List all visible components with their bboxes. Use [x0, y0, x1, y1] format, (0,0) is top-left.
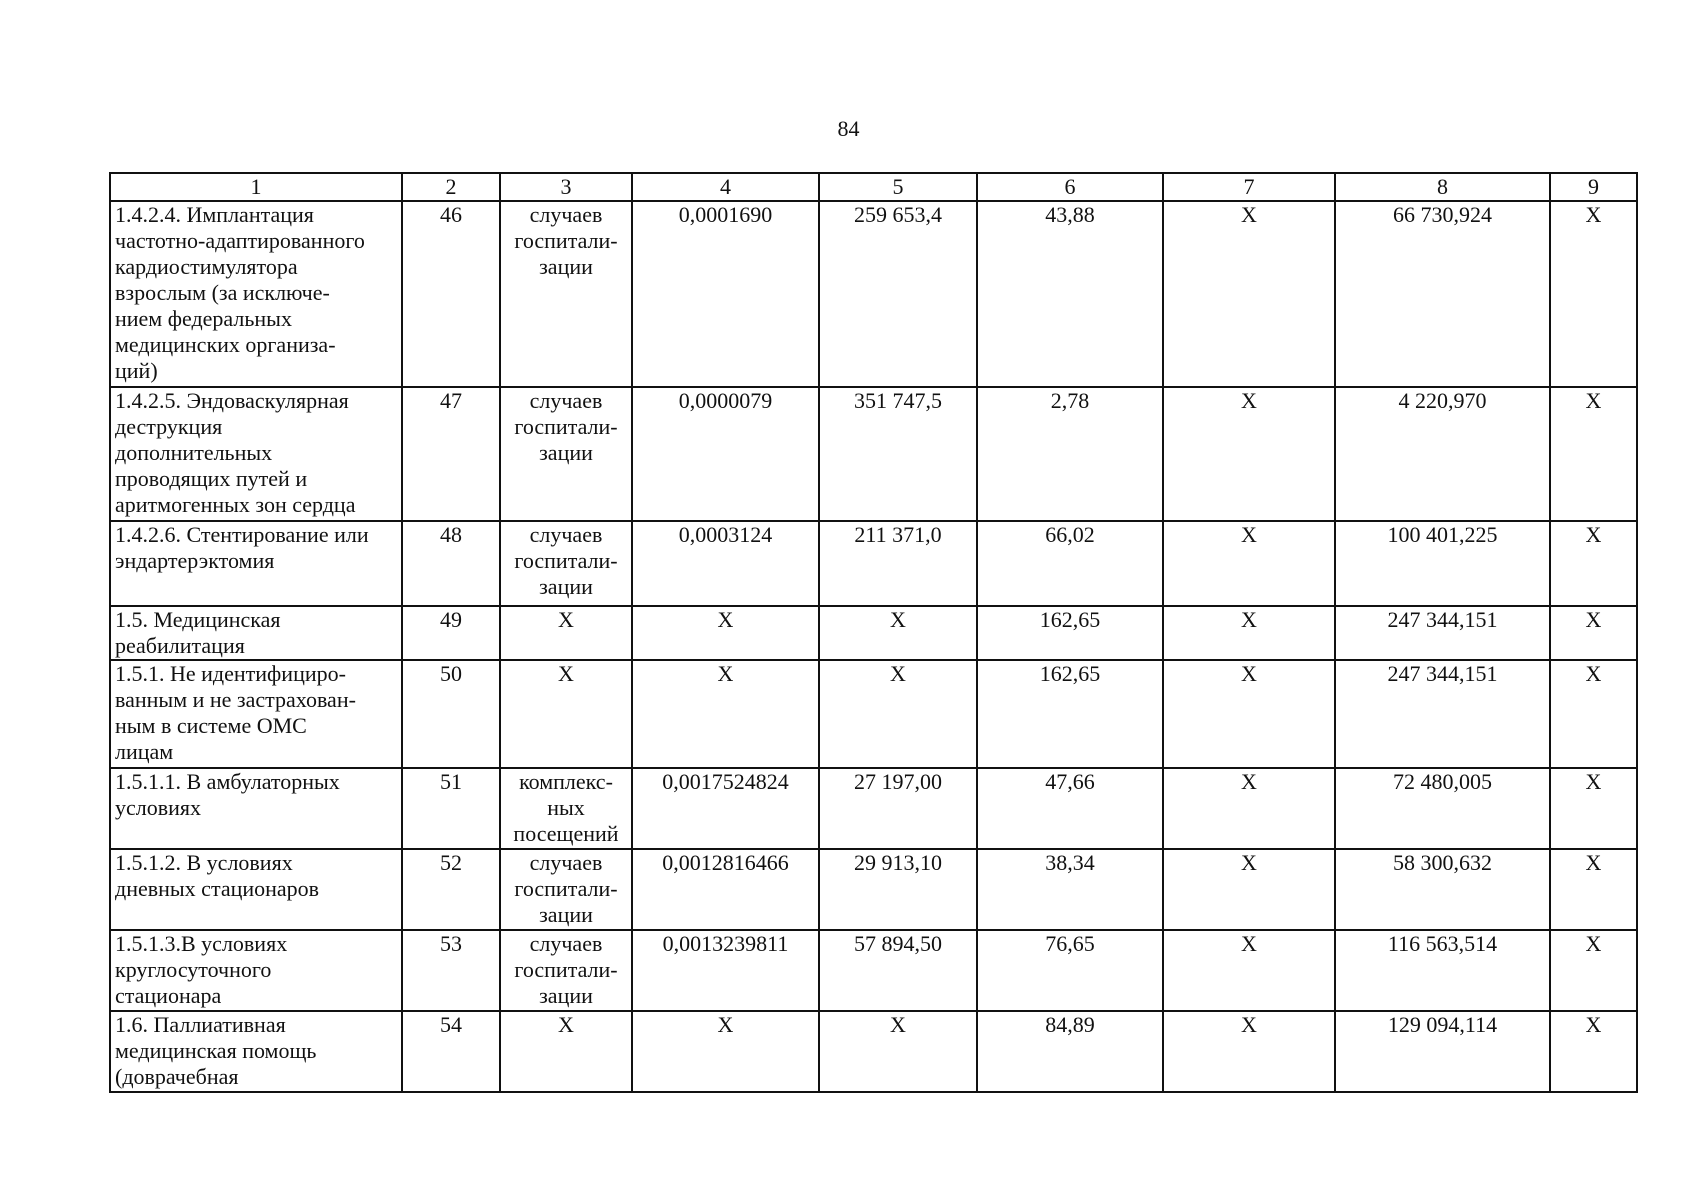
table-cell: 2,78 [977, 387, 1163, 521]
table-cell: 0,0000079 [632, 387, 819, 521]
table-cell: 4 220,970 [1335, 387, 1550, 521]
table-cell: Х [819, 606, 977, 660]
table-cell: Х [1550, 606, 1637, 660]
unit-cell: случаев госпитали- зации [500, 930, 632, 1011]
table-row [110, 606, 1637, 660]
page-number: 84 [837, 116, 860, 141]
row-label: 1.4.2.5. Эндоваскулярная деструкция дополнительных проводящих путей и аритмогенных зон сердца [110, 387, 402, 521]
table-cell: 38,34 [977, 849, 1163, 930]
table-cell: 66,02 [977, 521, 1163, 606]
row-number: 53 [402, 930, 500, 1011]
unit-cell: Х [500, 660, 632, 768]
column-header: 4 [632, 173, 819, 201]
table-cell: 162,65 [977, 660, 1163, 768]
table-cell: 43,88 [977, 201, 1163, 387]
table-cell: 351 747,5 [819, 387, 977, 521]
table-cell: 58 300,632 [1335, 849, 1550, 930]
table-row [110, 930, 1637, 1011]
column-header: 5 [819, 173, 977, 201]
row-label: 1.5.1.3.В условиях круглосуточного стационара [110, 930, 402, 1011]
table-cell: Х [1550, 387, 1637, 521]
column-header: 2 [402, 173, 500, 201]
row-label: 1.6. Паллиативная медицинская помощь (доврачебная [110, 1011, 402, 1092]
table-row [110, 849, 1637, 930]
table-cell: Х [1550, 849, 1637, 930]
table-cell: Х [1163, 768, 1335, 849]
row-label: 1.4.2.4. Имплантация частотно-адаптированного кардиостимулятора взрослым (за исключе- нием федеральных медицинских организа- ций) [110, 201, 402, 387]
table-cell: Х [1550, 930, 1637, 1011]
row-label: 1.5.1. Не идентифициро- ванным и не застрахован- ным в системе ОМС лицам [110, 660, 402, 768]
row-number: 49 [402, 606, 500, 660]
table-cell: Х [1163, 1011, 1335, 1092]
table-cell: 57 894,50 [819, 930, 977, 1011]
table-cell: Х [1550, 201, 1637, 387]
table-cell: Х [1163, 387, 1335, 521]
table-row [110, 387, 1637, 521]
column-header: 8 [1335, 173, 1550, 201]
table-cell: Х [1550, 1011, 1637, 1092]
table-cell: Х [819, 1011, 977, 1092]
table-cell: 84,89 [977, 1011, 1163, 1092]
table-cell: 27 197,00 [819, 768, 977, 849]
table-row [110, 660, 1637, 768]
table-cell: 0,0012816466 [632, 849, 819, 930]
table-cell: 72 480,005 [1335, 768, 1550, 849]
table-cell: Х [632, 606, 819, 660]
table-cell: 259 653,4 [819, 201, 977, 387]
row-number: 50 [402, 660, 500, 768]
column-header: 6 [977, 173, 1163, 201]
table-cell: 76,65 [977, 930, 1163, 1011]
table-cell: Х [1550, 768, 1637, 849]
table-cell: Х [632, 1011, 819, 1092]
table-cell: Х [1550, 521, 1637, 606]
table-cell: Х [1163, 930, 1335, 1011]
row-number: 52 [402, 849, 500, 930]
table-row [110, 1011, 1637, 1092]
row-label: 1.5. Медицинская реабилитация [110, 606, 402, 660]
table-cell: Х [819, 660, 977, 768]
table-cell: Х [1163, 849, 1335, 930]
table-cell: 247 344,151 [1335, 606, 1550, 660]
data-table [109, 172, 1638, 1093]
column-header: 3 [500, 173, 632, 201]
table-cell: 66 730,924 [1335, 201, 1550, 387]
row-number: 48 [402, 521, 500, 606]
table-cell: Х [1163, 660, 1335, 768]
row-number: 46 [402, 201, 500, 387]
table-cell: 247 344,151 [1335, 660, 1550, 768]
row-label: 1.5.1.1. В амбулаторных условиях [110, 768, 402, 849]
row-number: 54 [402, 1011, 500, 1092]
table-cell: 162,65 [977, 606, 1163, 660]
unit-cell: комплекс- ных посещений [500, 768, 632, 849]
column-header: 9 [1550, 173, 1637, 201]
column-header: 7 [1163, 173, 1335, 201]
row-number: 51 [402, 768, 500, 849]
unit-cell: случаев госпитали- зации [500, 201, 632, 387]
unit-cell: случаев госпитали- зации [500, 387, 632, 521]
table-cell: Х [1163, 201, 1335, 387]
table-cell: 211 371,0 [819, 521, 977, 606]
table-cell: 0,0003124 [632, 521, 819, 606]
unit-cell: Х [500, 606, 632, 660]
table-cell: 47,66 [977, 768, 1163, 849]
table-cell: 29 913,10 [819, 849, 977, 930]
table-cell: Х [1163, 521, 1335, 606]
table-cell: 129 094,114 [1335, 1011, 1550, 1092]
header-row [110, 173, 1637, 201]
table-row [110, 521, 1637, 606]
table-row [110, 768, 1637, 849]
column-header: 1 [110, 173, 402, 201]
row-number: 47 [402, 387, 500, 521]
unit-cell: случаев госпитали- зации [500, 849, 632, 930]
table-cell: 0,0017524824 [632, 768, 819, 849]
table-cell: Х [632, 660, 819, 768]
table-cell: Х [1550, 660, 1637, 768]
row-label: 1.4.2.6. Стентирование или эндартерэктомия [110, 521, 402, 606]
table-cell: 100 401,225 [1335, 521, 1550, 606]
table-cell: 116 563,514 [1335, 930, 1550, 1011]
table-cell: 0,0013239811 [632, 930, 819, 1011]
unit-cell: случаев госпитали- зации [500, 521, 632, 606]
table-row [110, 201, 1637, 387]
unit-cell: Х [500, 1011, 632, 1092]
table-cell: 0,0001690 [632, 201, 819, 387]
table-cell: Х [1163, 606, 1335, 660]
row-label: 1.5.1.2. В условиях дневных стационаров [110, 849, 402, 930]
